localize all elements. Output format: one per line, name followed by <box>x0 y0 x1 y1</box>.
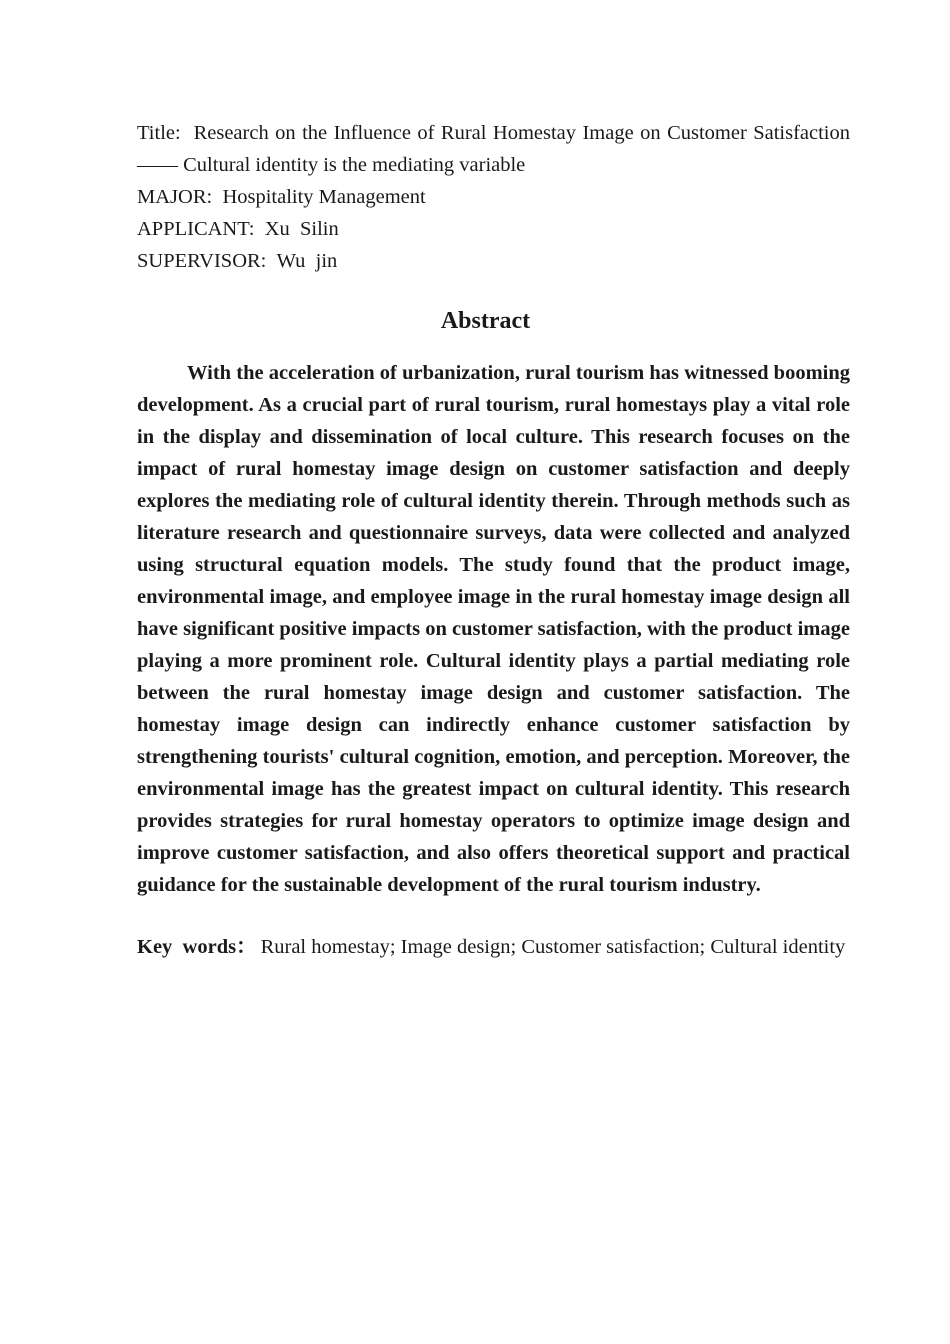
applicant-label: APPLICANT: <box>137 218 255 240</box>
major-label: MAJOR: <box>137 186 213 208</box>
title-label: Title: <box>137 122 181 144</box>
applicant-value: Xu Silin <box>264 218 339 240</box>
thesis-metadata <box>137 117 850 277</box>
applicant-line <box>137 213 850 245</box>
abstract-heading: Abstract <box>440 308 531 334</box>
abstract-body: With the acceleration of urbanization, rural tourism has witnessed booming development. As a crucial part of rural tourism, rural homestays play a vital role in the display and dissemination of local culture. This research focuses on the impact of rural homestay image design on customer satisfaction and deeply explores the mediating role of cultural identity therein. Through methods such as literature research and questionnaire surveys, data were collected and analyzed using structural equation models. The study found that the product image, environmental image, and employee image in the rural homestay image design all have significant positive impacts on customer satisfaction, with the product image playing a more prominent role. Cultural identity plays a partial mediating role between the rural homestay image design and customer satisfaction. The homestay image design can indirectly enhance customer satisfaction by strengthening tourists' cultural cognition, emotion, and perception. Moreover, the environmental image has the greatest impact on cultural identity. This research provides strategies for rural homestay operators to optimize image design and improve customer satisfaction, and also offers theoretical support and practical guidance for the sustainable development of the rural tourism industry. <box>137 362 850 896</box>
supervisor-value: Wu jin <box>276 250 338 272</box>
supervisor-line <box>137 245 850 277</box>
keywords-line <box>137 931 850 963</box>
major-line <box>137 181 850 213</box>
document-page <box>137 117 850 963</box>
major-value: Hospitality Management <box>222 186 426 208</box>
title-line <box>137 117 850 181</box>
thesis-title: Research on the Influence of Rural Homestay Image on Customer Satisfaction —— Cultural identity is the mediating variable <box>137 122 851 176</box>
keywords-value: Rural homestay; Image design; Customer satisfaction; Cultural identity <box>260 936 846 958</box>
keywords-label: Key words： <box>137 936 257 958</box>
supervisor-label: SUPERVISOR: <box>137 250 267 272</box>
